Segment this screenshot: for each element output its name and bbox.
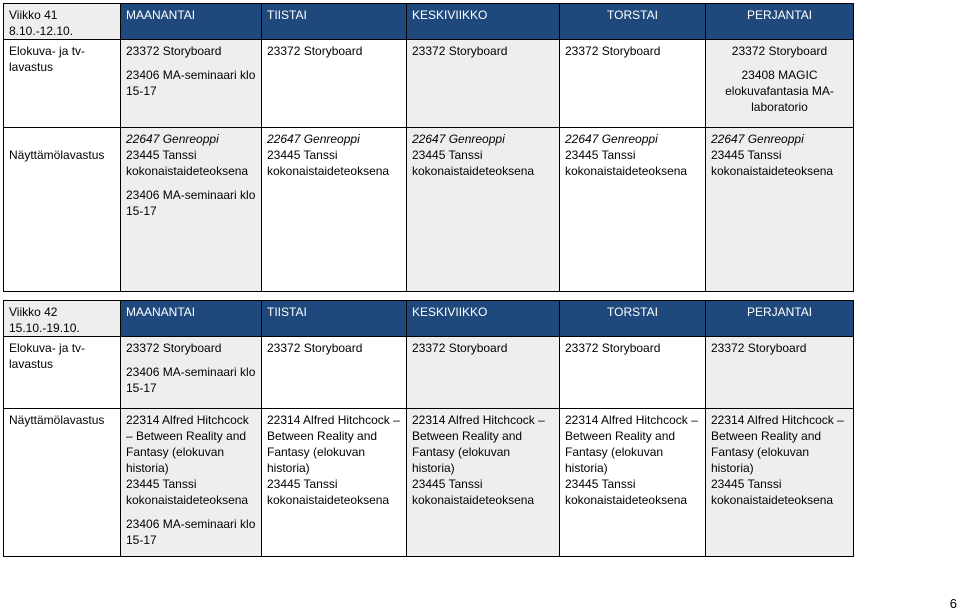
course-entry: 23372 Storyboard bbox=[711, 341, 807, 355]
course-entry: 23372 Storyboard bbox=[412, 44, 508, 58]
course-entry: 22314 Alfred Hitchcock – Between Reality and Fantasy (elokuvan historia) bbox=[711, 413, 844, 475]
program-label: Näyttämölavastus bbox=[9, 148, 105, 162]
course-entry: 22314 Alfred Hitchcock – Between Reality and Fantasy (elokuvan historia) bbox=[126, 413, 249, 475]
day-label: KESKIVIIKKO bbox=[412, 305, 488, 319]
row-label bbox=[4, 409, 121, 557]
course-entry: 23408 MAGIC elokuvafantasia MA-laboratorio bbox=[725, 68, 834, 114]
course-entry: 23445 Tanssi kokonaistaideteoksena bbox=[412, 477, 535, 507]
cell-mon bbox=[121, 337, 262, 409]
day-header-mon bbox=[121, 301, 262, 337]
course-entry: 23372 Storyboard bbox=[267, 44, 363, 58]
cell-mon bbox=[121, 409, 262, 557]
day-header-tue bbox=[262, 301, 407, 337]
program-label: Elokuva- ja tv-lavastus bbox=[9, 44, 86, 74]
day-label: PERJANTAI bbox=[746, 305, 813, 319]
day-label: KESKIVIIKKO bbox=[412, 8, 488, 22]
cell-wed bbox=[407, 337, 560, 409]
cell-wed bbox=[407, 409, 560, 557]
course-entry: 23406 MA-seminaari klo 15-17 bbox=[126, 365, 256, 395]
week-number: Viikko 42 bbox=[9, 305, 58, 319]
cell-fri bbox=[706, 409, 854, 557]
course-entry: 23445 Tanssi kokonaistaideteoksena bbox=[565, 477, 688, 507]
cell-wed bbox=[407, 40, 560, 128]
day-header-thu bbox=[560, 4, 706, 40]
course-entry: 23406 MA-seminaari klo 15-17 bbox=[126, 188, 256, 218]
cell-fri bbox=[706, 40, 854, 128]
course-entry: 22647 Genreoppi bbox=[267, 132, 360, 146]
week-41-table bbox=[3, 3, 854, 292]
week-number: Viikko 41 bbox=[9, 8, 58, 22]
course-entry: 22647 Genreoppi bbox=[126, 132, 219, 146]
cell-tue bbox=[262, 337, 407, 409]
program-label: Elokuva- ja tv-lavastus bbox=[9, 341, 86, 371]
week-label bbox=[4, 301, 121, 337]
cell-wed bbox=[407, 128, 560, 292]
day-header-fri bbox=[706, 301, 854, 337]
week-dates: 15.10.-19.10. bbox=[9, 321, 80, 335]
day-label: TORSTAI bbox=[607, 305, 658, 319]
cell-thu bbox=[560, 128, 706, 292]
course-entry: 23372 Storyboard bbox=[731, 44, 828, 58]
course-entry: 23445 Tanssi kokonaistaideteoksena bbox=[711, 148, 834, 178]
cell-thu bbox=[560, 409, 706, 557]
cell-tue bbox=[262, 40, 407, 128]
course-entry: 23445 Tanssi kokonaistaideteoksena bbox=[267, 477, 390, 507]
course-entry: 23372 Storyboard bbox=[267, 341, 363, 355]
course-entry: 23445 Tanssi kokonaistaideteoksena bbox=[126, 477, 249, 507]
day-header-fri bbox=[706, 4, 854, 40]
course-entry: 22647 Genreoppi bbox=[565, 132, 658, 146]
course-entry: 23406 MA-seminaari klo 15-17 bbox=[126, 517, 256, 547]
course-entry: 23445 Tanssi kokonaistaideteoksena bbox=[126, 148, 249, 178]
course-entry: 23372 Storyboard bbox=[565, 341, 661, 355]
row-label bbox=[4, 337, 121, 409]
course-entry: 23372 Storyboard bbox=[126, 44, 222, 58]
course-entry: 23445 Tanssi kokonaistaideteoksena bbox=[412, 148, 535, 178]
cell-thu bbox=[560, 40, 706, 128]
row-label bbox=[4, 128, 121, 292]
course-entry: 22647 Genreoppi bbox=[412, 132, 505, 146]
cell-fri bbox=[706, 337, 854, 409]
course-entry: 23445 Tanssi kokonaistaideteoksena bbox=[565, 148, 688, 178]
course-entry: 23372 Storyboard bbox=[126, 341, 222, 355]
day-header-wed bbox=[407, 301, 560, 337]
day-header-tue bbox=[262, 4, 407, 40]
week-label bbox=[4, 4, 121, 40]
course-entry: 22314 Alfred Hitchcock – Between Reality and Fantasy (elokuvan historia) bbox=[267, 413, 400, 475]
day-header-wed bbox=[407, 4, 560, 40]
day-label: PERJANTAI bbox=[746, 8, 813, 22]
cell-mon bbox=[121, 40, 262, 128]
cell-fri bbox=[706, 128, 854, 292]
course-entry: 23445 Tanssi kokonaistaideteoksena bbox=[711, 477, 834, 507]
day-header-mon bbox=[121, 4, 262, 40]
course-entry: 23372 Storyboard bbox=[412, 341, 508, 355]
cell-tue bbox=[262, 409, 407, 557]
cell-mon bbox=[121, 128, 262, 292]
course-entry: 22314 Alfred Hitchcock – Between Reality and Fantasy (elokuvan historia) bbox=[565, 413, 698, 475]
week-42-table bbox=[3, 300, 854, 557]
cell-tue bbox=[262, 128, 407, 292]
day-label: TORSTAI bbox=[607, 8, 658, 22]
course-entry: 23445 Tanssi kokonaistaideteoksena bbox=[267, 148, 390, 178]
course-entry: 23372 Storyboard bbox=[565, 44, 661, 58]
course-entry: 22314 Alfred Hitchcock – Between Reality and Fantasy (elokuvan historia) bbox=[412, 413, 545, 475]
week-dates: 8.10.-12.10. bbox=[9, 24, 74, 38]
course-entry: 22647 Genreoppi bbox=[711, 132, 804, 146]
day-label: MAANANTAI bbox=[126, 305, 196, 319]
day-label: TIISTAI bbox=[267, 8, 307, 22]
cell-thu bbox=[560, 337, 706, 409]
day-label: MAANANTAI bbox=[126, 8, 196, 22]
program-label: Näyttämölavastus bbox=[9, 413, 105, 427]
row-label bbox=[4, 40, 121, 128]
day-header-thu bbox=[560, 301, 706, 337]
course-entry: 23406 MA-seminaari klo 15-17 bbox=[126, 68, 256, 98]
day-label: TIISTAI bbox=[267, 305, 307, 319]
page-number: 6 bbox=[949, 596, 957, 611]
